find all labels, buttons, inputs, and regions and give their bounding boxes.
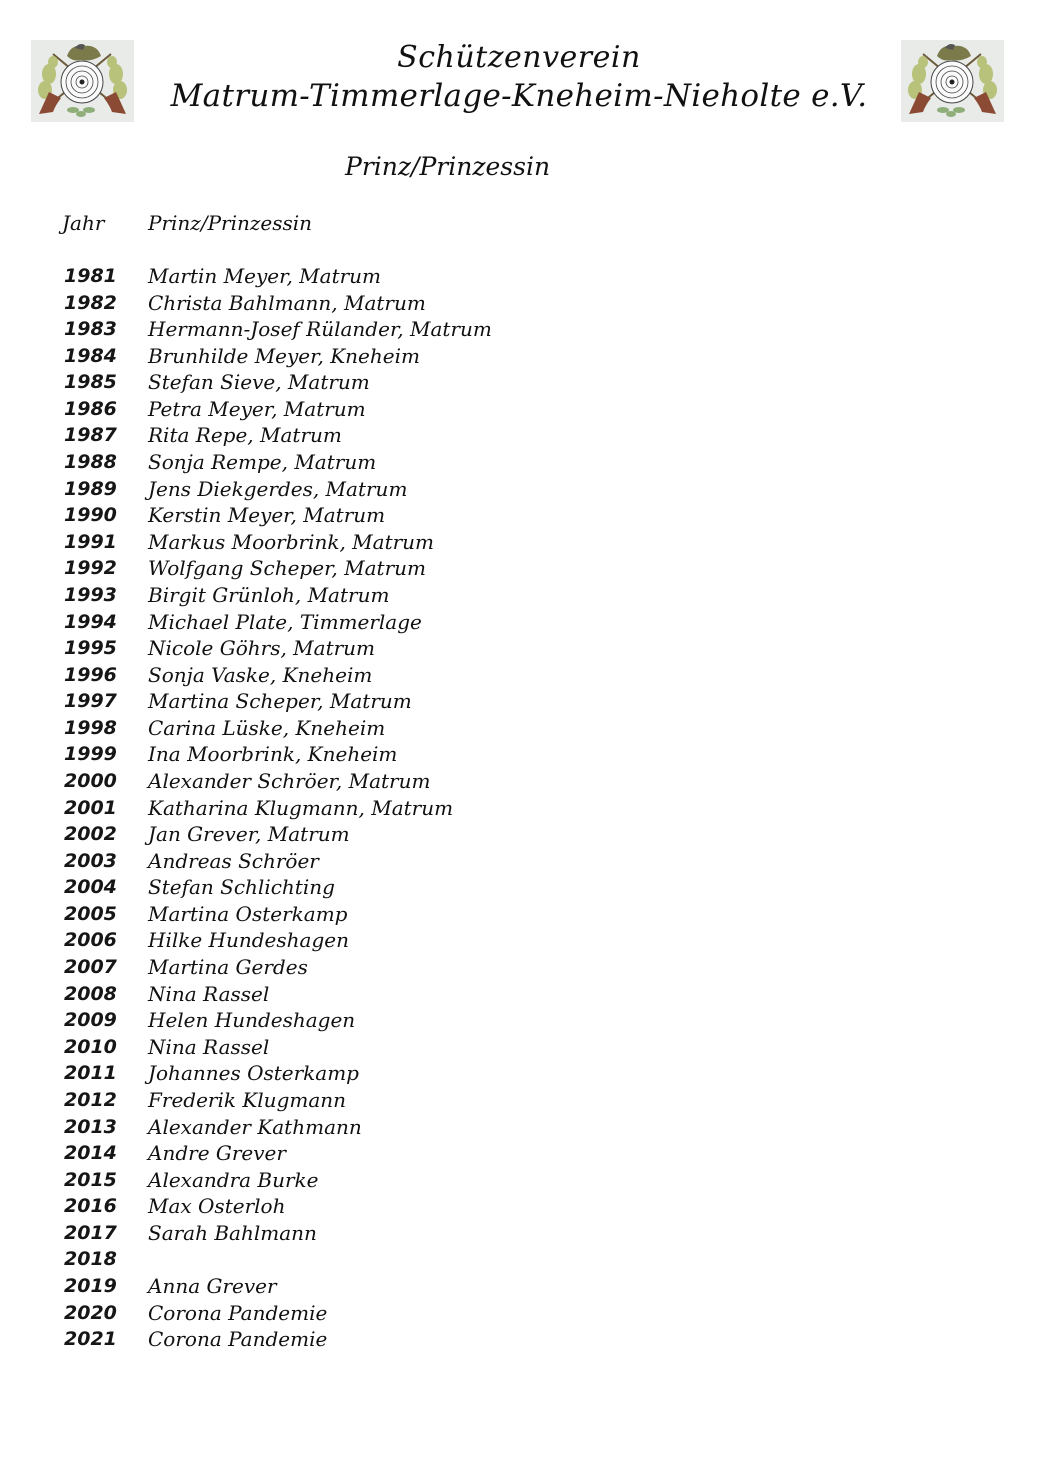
row-name: Andreas Schröer [148,848,319,873]
row-year: 2009 [64,1009,117,1032]
row-year: 1997 [64,690,117,713]
table-row [0,716,1038,743]
row-name: Jens Diekgerdes, Matrum [148,476,408,501]
table-row [0,370,1038,397]
row-year: 1989 [64,477,117,500]
row-year: 1985 [64,371,117,394]
row-name: Birgit Grünloh, Matrum [148,582,390,607]
table-row [0,344,1038,371]
row-name: Martin Meyer, Matrum [148,264,382,288]
row-year: 2015 [64,1168,117,1191]
table-row [0,1247,1038,1274]
table-row [0,450,1038,477]
winners-list [0,264,1038,1354]
row-name: Markus Moorbrink, Matrum [148,529,435,554]
row-name: Alexander Schröer, Matrum [148,768,431,793]
row-year: 2006 [64,929,117,952]
row-year: 2019 [64,1274,117,1297]
row-name: Ina Moorbrink, Kneheim [148,742,398,767]
row-name: Katharina Klugmann, Matrum [148,795,454,820]
row-year: 2014 [64,1142,117,1165]
row-name: Sonja Rempe, Matrum [148,450,377,475]
club-name: Schützenverein [397,40,641,75]
table-row [0,769,1038,796]
table-row [0,1301,1038,1328]
row-name: Sarah Bahlmann [148,1220,317,1245]
column-header-name: Prinz/Prinzessin [148,211,313,235]
table-row [0,1221,1038,1248]
row-name: Sonja Vaske, Kneheim [148,662,373,687]
row-year: 2010 [64,1035,117,1058]
row-year: 2005 [64,902,117,925]
row-name: Max Osterloh [148,1194,286,1219]
row-name: Brunhilde Meyer, Kneheim [148,343,420,368]
table-row [0,1327,1038,1354]
table-row [0,583,1038,610]
row-name: Nicole Göhrs, Matrum [148,636,376,661]
table-row [0,982,1038,1009]
row-year: 2004 [64,876,117,899]
row-year: 2002 [64,823,117,846]
row-name: Martina Scheper, Matrum [148,689,412,714]
table-row [0,1274,1038,1301]
table-row [0,610,1038,637]
row-year: 1988 [64,451,117,474]
row-name: Nina Rassel [148,1034,270,1059]
table-row [0,636,1038,663]
table-row [0,689,1038,716]
row-name: Hermann-Josef Rülander, Matrum [148,317,492,342]
row-year: 1994 [64,610,117,633]
table-row [0,663,1038,690]
row-name: Jan Grever, Matrum [148,822,350,847]
row-year: 1992 [64,557,117,580]
row-year: 2021 [64,1328,117,1351]
row-year: 1982 [64,291,117,314]
table-row [0,317,1038,344]
row-year: 2020 [64,1301,117,1324]
row-year: 1993 [64,583,117,606]
table-row [0,1035,1038,1062]
row-name: Stefan Schlichting [148,875,335,900]
row-year: 1999 [64,743,117,766]
row-name: Christa Bahlmann, Matrum [148,290,426,315]
row-name: Hilke Hundeshagen [148,928,349,953]
row-year: 2008 [64,982,117,1005]
table-row [0,291,1038,318]
row-name: Petra Meyer, Matrum [148,396,366,421]
table-row [0,822,1038,849]
table-row [0,556,1038,583]
row-year: 1990 [64,504,117,527]
row-year: 2012 [64,1088,117,1111]
row-year: 2017 [64,1221,117,1244]
page-title: Prinz/Prinzessin [345,152,551,181]
row-year: 1998 [64,716,117,739]
row-name: Wolfgang Scheper, Matrum [148,556,426,581]
column-header-year: Jahr [62,211,105,235]
row-name: Rita Repe, Matrum [148,423,342,448]
table-row [0,796,1038,823]
row-name: Nina Rassel [148,981,270,1006]
row-year: 2003 [64,849,117,872]
club-location: Matrum-Timmerlage-Kneheim-Nieholte e.V. [170,78,868,114]
table-row [0,530,1038,557]
table-row [0,742,1038,769]
row-year: 2007 [64,956,117,979]
row-year: 2018 [64,1248,117,1271]
row-name: Martina Gerdes [148,955,308,980]
table-row [0,1141,1038,1168]
table-row [0,1168,1038,1195]
row-name: Michael Plate, Timmerlage [148,609,422,634]
table-row [0,928,1038,955]
table-row [0,849,1038,876]
row-year: 1981 [64,265,117,287]
row-name: Corona Pandemie [148,1300,328,1325]
row-name: Stefan Sieve, Matrum [148,370,370,395]
row-year: 2011 [64,1062,117,1085]
table-row [0,1115,1038,1142]
row-name: Johannes Osterkamp [148,1061,359,1086]
row-year: 2000 [64,769,117,792]
row-year: 2001 [64,796,117,819]
row-name: Alexander Kathmann [148,1114,362,1139]
table-row [0,1061,1038,1088]
row-name: Frederik Klugmann [148,1087,347,1112]
row-year: 2016 [64,1195,117,1218]
table-row [0,1088,1038,1115]
row-name: Helen Hundeshagen [148,1008,356,1033]
row-year: 2013 [64,1115,117,1138]
row-year: 1987 [64,424,117,447]
table-row [0,955,1038,982]
table-row [0,875,1038,902]
table-row [0,477,1038,504]
row-name: Martina Osterkamp [148,901,348,926]
table-row [0,423,1038,450]
row-year: 1996 [64,663,117,686]
row-name: Anna Grever [148,1273,277,1298]
row-year: 1995 [64,637,117,660]
table-row [0,264,1038,291]
row-name: Kerstin Meyer, Matrum [148,503,386,528]
row-name: Andre Grever [148,1141,286,1166]
table-row [0,1194,1038,1221]
row-year: 1991 [64,530,117,553]
row-name: Corona Pandemie [148,1327,328,1352]
row-name: Carina Lüske, Kneheim [148,715,386,740]
row-name: Alexandra Burke [148,1167,319,1192]
row-year: 1984 [64,344,117,367]
table-row [0,397,1038,424]
table-row [0,503,1038,530]
table-row [0,902,1038,929]
table-row [0,1008,1038,1035]
row-year: 1983 [64,318,117,341]
row-year: 1986 [64,397,117,420]
